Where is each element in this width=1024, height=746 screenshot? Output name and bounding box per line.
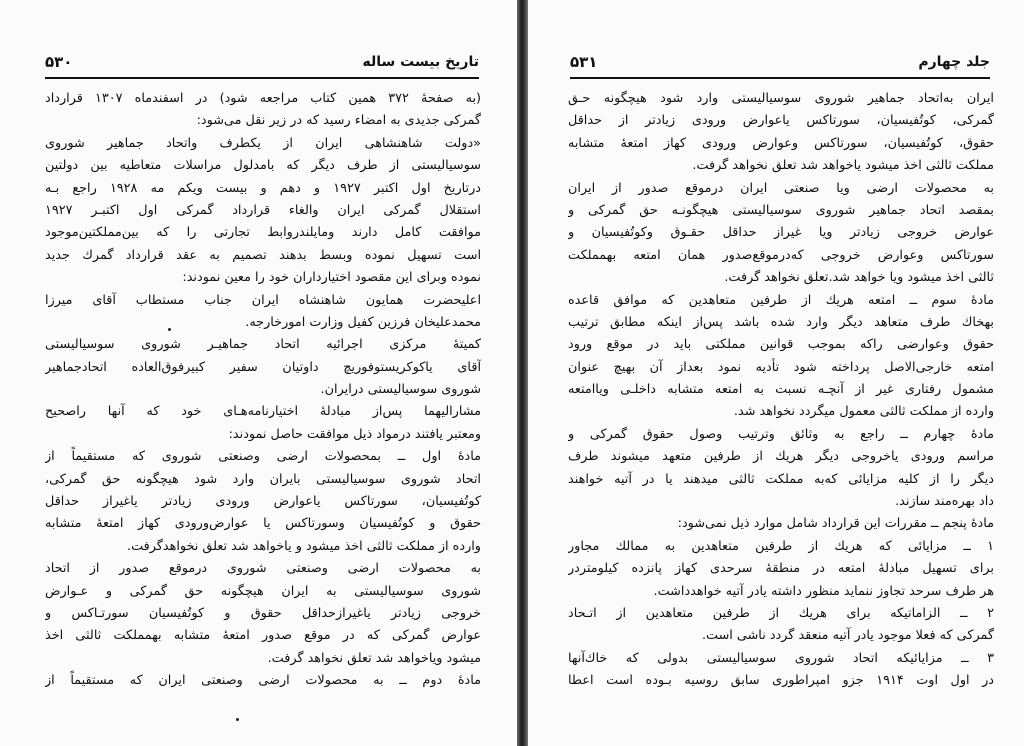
text-line: سوسیالیستی از طرف دیگر که بامدلول مراسلات متعاطیه بین دولتین — [45, 158, 481, 174]
text-line: شوروی سوسیالیستی درایران. — [320, 382, 481, 398]
text-line: مملکت ثالثی اخذ میشود یاخواهد شد تعلق نخواهد گرفت. — [692, 158, 994, 174]
left-page-header — [45, 45, 479, 79]
text-line: مراسم ورودی یاخروجی دیگر هریك از طرفین متعهد میشوند طرف — [568, 449, 994, 465]
text-line: ۳ ــ مزایائیکه اتحاد شوروی سوسیالیستی بدولی که خاك‌آنها — [568, 650, 994, 666]
text-line: عوارض گمرکی که در موقع صدور امتعهٔ متشابه بهمملکت ثالثی اخذ — [45, 628, 481, 644]
text-line: آقای یاکوکریستوفوریچ داوتیان سفیر کبیرفوق‌العاده اتحادجماهیر — [45, 359, 481, 375]
text-line: مادهٔ سوم ــ امتعه هریك از طرفین متعاهدین که موافق قاعده — [568, 292, 994, 308]
text-line: ایران به‌اتحاد جماهیر شوروی سوسیالیستی وارد شود هیچگونه حـق — [568, 91, 994, 106]
text-line: مشمول رفتاری غیر از آنچـه نسبت به امتعه متشابه داخلـی ویاامتعه — [568, 382, 994, 398]
text-line: وارده از مملکت ثالثی اخذ میشود و یاخواهد شد تعلق نخواهدگرفت. — [127, 538, 481, 554]
text-line: حقوق وعوارضی راکه بموجب قوانین مملکتی باید در موقع ورود — [568, 337, 994, 353]
running-title: جلد چهارم — [918, 54, 990, 70]
text-line: کمیتهٔ مرکزی اجرائیه اتحاد جماهیـر شوروی سوسیالیستی — [45, 337, 481, 353]
text-line: برای تسهیل مبادلهٔ امتعه در منطقهٔ سرحدی کهاز پانزده کیلومتردر — [568, 561, 994, 577]
text-line: موافقت کامل دارند ومایلندروابط تجارتی را که بین‌مملکتین‌موجود — [45, 225, 481, 241]
running-title: تاریخ بیست ساله — [362, 54, 479, 70]
text-line: حقوق و کوتُفیسیان وسورتاکس یا عوارض‌ورودی کهاز امتعهٔ متشابه — [45, 516, 481, 532]
right-page — [528, 0, 1024, 746]
text-line: ومعتبر یافتند درمواد ذیل موافقت حاصل نمودند: — [228, 426, 481, 442]
text-line: مادهٔ اول ــ بمحصولات ارضی وصنعتی شوروی که مستقیماً از — [45, 449, 481, 465]
text-line: میشود ویاخواهد شد تعلق نخواهد گرفت. — [267, 650, 481, 666]
text-line: شوروی سوسیالیستی به ایران هیچگونه حق گمرکی و عـوارض — [45, 583, 481, 599]
text-line: مادهٔ چهارم ــ راجع به وثائق وترتیب وصول حقوق گمرکی و — [568, 426, 994, 442]
text-line: «دولت شاهنشاهی ایران از یکطرف واتحاد جماهیر شوروی — [45, 135, 481, 151]
page-number: ۵۳۰ — [45, 53, 73, 71]
text-line: اعلیحضرت همایون شاهنشاه ایران جناب مستطاب آقای میرزا — [45, 292, 481, 308]
text-line: استقلال گمرکی ایران والغاء قرارداد گمرکی اول اکتبـر ۱۹۲۷ — [45, 202, 481, 218]
text-line: در اول اوت ۱۹۱۴ جزو امپراطوری سابق روسیه بـوده است اعطا — [568, 673, 994, 689]
text-line: هر طرف سرحد تجاوز ننماید منظور داشته یادر آتیه خواهدداشت. — [653, 583, 994, 599]
page-number: ۵۳۱ — [570, 53, 598, 71]
text-line: حقوق، کوتُفیسیان، سورتاکس وعوارض ورودی کهاز امتعهٔ متشابه — [568, 135, 994, 151]
text-line: به محصولات ارضی وصنعتی شوروی درموقع صدور از اتحاد — [45, 561, 481, 577]
print-speck — [168, 328, 171, 331]
text-line: گمرکی جدیدی به امضاء رسید که در زیر نقل می‌شود: — [196, 113, 481, 129]
text-line: خروجی زیادتر یاغیرازحداقل حقوق و کوتُفیسیان سورتـاکس و — [45, 605, 481, 621]
text-line: نموده وبرای این مقصود اختیارداران خود را معین نمودند: — [182, 270, 481, 286]
text-line: بمقصد اتحاد جماهیر شوروی سوسیالیستی هیچگونـه حق گمرکی و — [568, 202, 994, 218]
text-line: ثالثی اخذ میشود ویا خواهد شد.تعلق نخواهد گرفت. — [724, 270, 994, 286]
text-line: داد بهره‌مند سازند. — [895, 494, 994, 510]
text-line: سورتاکس وعوارض خروجی که‌درموقع‌صدور همان امتعه بهمملکت — [568, 247, 994, 263]
text-line: مادهٔ دوم ــ به محصولات ارضی وصنعتی ایران که مستقیماً از — [45, 673, 481, 689]
left-page-text — [45, 88, 481, 693]
text-line: وارده از مملکت ثالثی معمول میگردد نخواهد شد. — [733, 404, 994, 420]
text-line: گمرکی، کوتُفیسیان، سورتاکس یاعوارض ورودی زیادتر از حداقل — [568, 113, 994, 129]
text-line: (به صفحهٔ ۳۷۲ همین کتاب مراجعه شود) در اسفندماه ۱۳۰۷ قرارداد — [45, 91, 481, 106]
text-line: به محصولات ارضی ویا صنعتی ایران درموقع صدور از ایران — [568, 180, 994, 196]
text-line: امتعه خارجی‌الاصل پرداخته شود تأدیه نمود بعداز آن بهیچ عنوان — [568, 359, 994, 375]
text-line: اتحاد شوروی سوسیالیستی بایران وارد شود هیچگونه حق گمرکی، — [45, 471, 481, 487]
text-line: عوارض خروجی زیادتر ویا غیراز حداقل حقـوق وکوتُفیسیان و — [568, 225, 994, 241]
print-speck — [236, 718, 239, 721]
text-line: درتاریخ اول اکتبر ۱۹۲۷ و دهم و بیست ویکم مه ۱۹۲۸ راجع بـه — [45, 180, 481, 196]
text-line: محمدعلیخان فرزین کفیل وزارت امورخارجه. — [245, 314, 481, 330]
text-line: گمرکی که فعلا موجود یادر آتیه منعقد گردد ناشی است. — [701, 628, 994, 644]
text-line: ۲ ــ الزاماتیکه برای هریك از طرفین متعاهدین از اتـحاد — [568, 605, 994, 621]
text-line: مشارالیهما پس‌از مبادلهٔ اختیارنامه‌هـای خود که آنها راصحیح — [45, 404, 481, 420]
right-page-header — [570, 45, 990, 79]
text-line: ۱ ــ مزایائی که هریك از طرفین متعاهدین به ممالك مجاور — [568, 538, 994, 554]
text-line: است تسهیل نموده وبسط بدهند تصمیم به عقد قرارداد گمرك جدید — [45, 247, 481, 263]
text-line: مادهٔ پنجم ــ مقررات این قرارداد شامل موارد ذیل نمی‌شود: — [677, 516, 994, 532]
text-line: بهخاك طرف متعاهد دیگر وارد شده باشد پس‌از اینکه مطابق ترتیب — [568, 314, 994, 330]
right-page-text — [568, 88, 994, 693]
text-line: کوتُفیسیان، سورتاکس یاعوارض ورودی زیادتر یاغیراز حداقل — [45, 494, 481, 510]
text-line: دیگر را از کلیه مزایائی که‌به مملکت ثالثی میدهند یا در آتیه خواهند — [568, 471, 994, 487]
book-gutter — [517, 0, 528, 746]
